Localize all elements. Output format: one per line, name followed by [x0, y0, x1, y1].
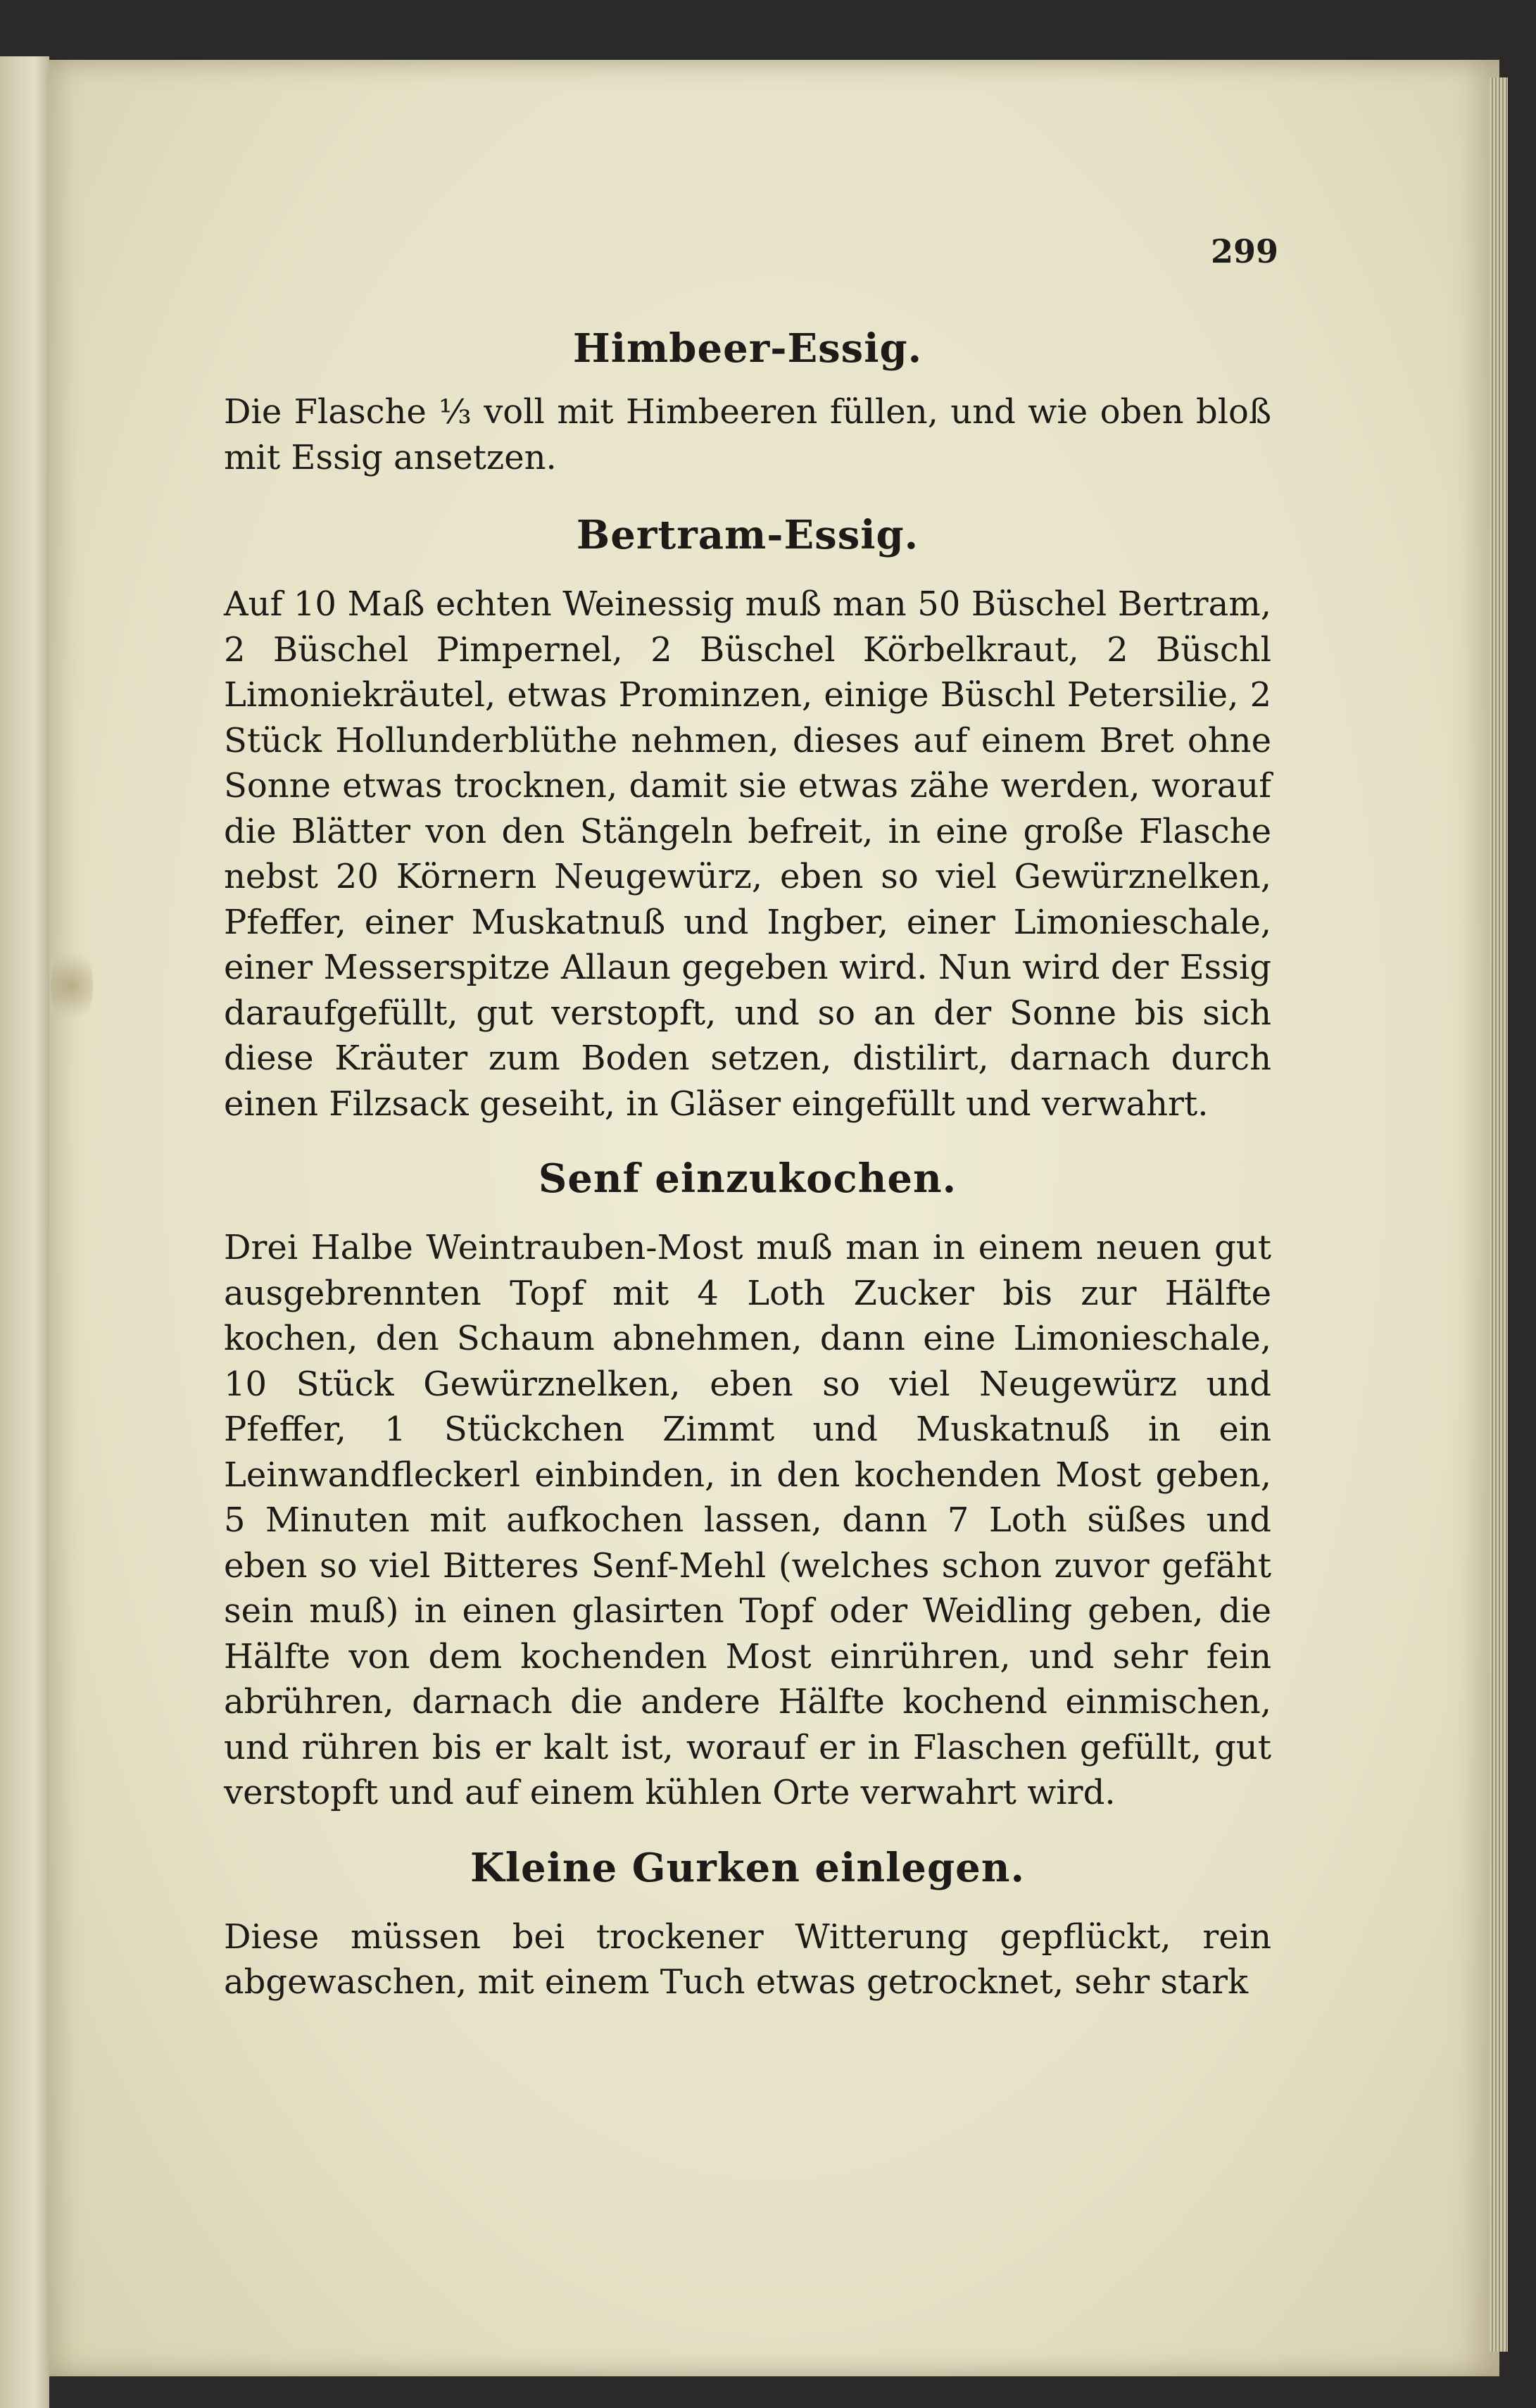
page-stack-edge: [1490, 77, 1508, 2352]
heading-bertram-essig: Bertram-Essig.: [576, 512, 919, 558]
heading-kleine-gurken: Kleine Gurken einlegen.: [470, 1844, 1025, 1891]
paragraph-himbeer-essig: Die Flasche ⅓ voll mit Himbeeren füllen, und wie oben bloß mit Essig ansetzen.: [224, 392, 1271, 477]
paragraph-senf-einzukochen: Drei Halbe Weintrauben-Most muß man in einem neuen gut ausgebrennten Topf mit 4 Loth Zucker bis zur Hälfte kochen, den Schaum abnehmen, dann eine Limonieschale, 10 Stück Gewürznelken, eben so viel Neugewürz und Pfeffer, 1 Stückchen Zimmt und Muskatnuß in ein Leinwandfleckerl einbinden, in den kochenden Most geben, 5 Minuten mit aufkochen lassen, dann 7 Loth süßes und eben so viel Bitteres Senf-Mehl (welches schon zuvor gefäht sein muß) in einen glasirten Topf oder Weidling geben, die Hälfte von dem kochenden Most einrühren, und sehr fein abrühren, darnach die andere Hälfte kochend einmischen, und rühren bis er kalt ist, worauf er in Flaschen gefüllt, gut verstopft und auf einem kühlen Orte verwahrt wird.: [224, 1228, 1271, 1812]
page-number: 299: [1211, 232, 1279, 270]
page-text-body: [224, 320, 1271, 2005]
paragraph-bertram-essig: Auf 10 Maß echten Weinessig muß man 50 Büschel Bertram, 2 Büschel Pimpernel, 2 Büschel Körbelkraut, 2 Büschl Limoniekräutel, etwas Prominzen, einige Büschl Petersilie, 2 Stück Hollunderblüthe nehmen, dieses auf einem Bret ohne Sonne etwas trocknen, damit sie etwas zähe werden, worauf die Blätter von den Stängeln befreit, in eine große Flasche nebst 20 Körnern Neugewürz, eben so viel Gewürznelken, Pfeffer, einer Muskatnuß und Ingber, einer Limonieschale, einer Messerspitze Allaun gegeben wird. Nun wird der Essig daraufgefüllt, gut verstopft, und so an der Sonne bis sich diese Kräuter zum Boden setzen, distilirt, darnach durch einen Filzsack geseiht, in Gläser eingefüllt und verwahrt.: [224, 584, 1271, 1124]
heading-senf-einzukochen: Senf einzukochen.: [538, 1155, 957, 1202]
paragraph-kleine-gurken: Diese müssen bei trockener Witterung gepflückt, rein abgewaschen, mit einem Tuch etwas getrocknet, sehr stark: [224, 1917, 1271, 2002]
facing-page-edge: [0, 56, 49, 2408]
heading-himbeer-essig: Himbeer-Essig.: [572, 325, 923, 372]
paper-stain: [51, 943, 93, 1028]
